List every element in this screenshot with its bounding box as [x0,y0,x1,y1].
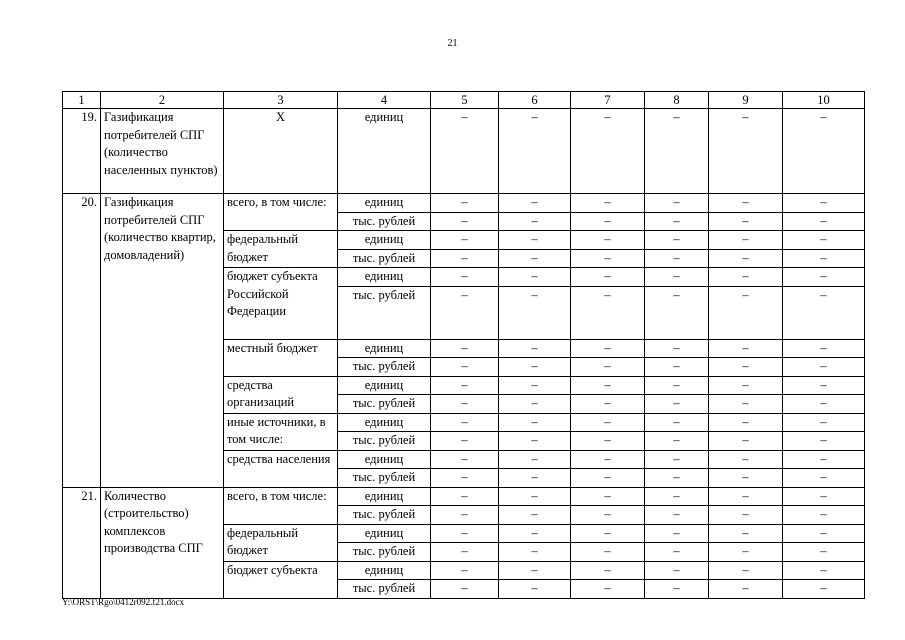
value-cell: – [709,286,783,339]
header-cell: 5 [431,92,499,109]
value-cell: – [709,376,783,395]
header-cell: 6 [499,92,571,109]
value-cell: – [431,358,499,377]
table-row [63,487,865,506]
value-cell: – [431,580,499,599]
value-cell: – [783,580,865,599]
value-cell: – [571,561,645,580]
value-cell: – [783,376,865,395]
value-cell: – [431,212,499,231]
value-cell: – [499,543,571,562]
unit-cell: тыс. рублей [338,286,431,339]
value-cell: – [709,543,783,562]
value-cell: – [499,487,571,506]
value-cell: – [783,524,865,543]
header-cell: 1 [63,92,101,109]
value-cell: – [783,109,865,194]
value-cell: – [783,358,865,377]
value-cell: – [783,469,865,488]
value-cell: – [709,432,783,451]
value-cell: – [499,339,571,358]
value-cell: – [431,286,499,339]
funding-source: всего, в том числе: [224,487,338,524]
value-cell: – [571,395,645,414]
value-cell: – [571,194,645,213]
value-cell: – [499,580,571,599]
indicators-table [62,91,865,599]
unit-cell: единиц [338,413,431,432]
value-cell: – [499,561,571,580]
value-cell: – [499,413,571,432]
value-cell: – [783,432,865,451]
value-cell: – [645,450,709,469]
row-number: 21. [63,487,101,598]
value-cell: – [499,249,571,268]
indicator-name: Газификация потребителей СПГ (количество населенных пунктов) [101,109,224,194]
value-cell: – [499,450,571,469]
value-cell: – [783,450,865,469]
value-cell: – [499,231,571,250]
value-cell: – [783,249,865,268]
unit-cell: тыс. рублей [338,506,431,525]
value-cell: – [645,376,709,395]
funding-source: бюджет субъекта [224,561,338,598]
value-cell: – [499,376,571,395]
page-number: 21 [447,38,458,49]
header-cell: 9 [709,92,783,109]
header-row [63,92,865,109]
header-cell: 7 [571,92,645,109]
value-cell: – [783,506,865,525]
value-cell: – [571,231,645,250]
value-cell: – [571,268,645,287]
value-cell: – [709,212,783,231]
value-cell: – [571,413,645,432]
value-cell: – [709,109,783,194]
value-cell: – [645,249,709,268]
unit-cell: единиц [338,194,431,213]
value-cell: – [431,450,499,469]
value-cell: – [499,469,571,488]
value-cell: – [571,450,645,469]
value-cell: – [645,432,709,451]
funding-source: средства организаций [224,376,338,413]
unit-cell: единиц [338,339,431,358]
value-cell: – [709,487,783,506]
value-cell: – [571,358,645,377]
value-cell: – [709,268,783,287]
unit-cell: тыс. рублей [338,212,431,231]
value-cell: – [499,432,571,451]
row-number: 20. [63,194,101,488]
indicator-name: Количество (строительство) комплексов производства СПГ [101,487,224,598]
value-cell: – [709,194,783,213]
value-cell: – [709,469,783,488]
header-cell: 8 [645,92,709,109]
value-cell: – [431,395,499,414]
unit-cell: единиц [338,231,431,250]
unit-cell: тыс. рублей [338,543,431,562]
value-cell: – [645,194,709,213]
table-row [63,194,865,213]
header-cell: 4 [338,92,431,109]
value-cell: – [499,524,571,543]
funding-source: федеральный бюджет [224,231,338,268]
value-cell: – [645,109,709,194]
value-cell: – [709,506,783,525]
unit-cell: тыс. рублей [338,432,431,451]
unit-cell: тыс. рублей [338,580,431,599]
value-cell: – [571,506,645,525]
value-cell: – [709,231,783,250]
value-cell: – [499,286,571,339]
value-cell: – [645,212,709,231]
unit-cell: единиц [338,524,431,543]
value-cell: – [783,212,865,231]
value-cell: – [431,268,499,287]
value-cell: – [645,469,709,488]
value-cell: – [431,524,499,543]
value-cell: – [431,561,499,580]
value-cell: – [709,580,783,599]
value-cell: – [431,432,499,451]
value-cell: – [709,524,783,543]
value-cell: – [571,469,645,488]
value-cell: – [783,268,865,287]
unit-cell: тыс. рублей [338,358,431,377]
header-cell: 3 [224,92,338,109]
value-cell: – [431,506,499,525]
value-cell: – [571,109,645,194]
value-cell: – [645,395,709,414]
value-cell: – [499,109,571,194]
value-cell: – [645,231,709,250]
value-cell: – [571,432,645,451]
value-cell: – [709,339,783,358]
value-cell: – [499,268,571,287]
indicator-name: Газификация потребителей СПГ (количество квартир, домовладений) [101,194,224,488]
unit-cell: единиц [338,450,431,469]
value-cell: – [645,339,709,358]
value-cell: – [783,561,865,580]
value-cell: – [499,358,571,377]
value-cell: – [645,543,709,562]
unit-cell: единиц [338,561,431,580]
unit-cell: единиц [338,376,431,395]
value-cell: – [783,395,865,414]
value-cell: – [783,286,865,339]
value-cell: – [709,450,783,469]
value-cell: – [783,231,865,250]
value-cell: – [571,249,645,268]
value-cell: – [783,194,865,213]
unit-cell: тыс. рублей [338,469,431,488]
funding-source: бюджет субъекта Российской Федерации [224,268,338,340]
value-cell: – [645,506,709,525]
value-cell: – [499,395,571,414]
value-cell: – [709,358,783,377]
value-cell: – [645,358,709,377]
unit-cell: тыс. рублей [338,395,431,414]
value-cell: – [645,524,709,543]
value-cell: – [431,469,499,488]
funding-source: всего, в том числе: [224,194,338,231]
value-cell: – [431,543,499,562]
value-cell: – [645,268,709,287]
value-cell: – [571,524,645,543]
value-cell: – [645,286,709,339]
unit-cell: единиц [338,109,431,194]
value-cell: – [431,413,499,432]
value-cell: – [645,561,709,580]
value-cell: – [709,249,783,268]
unit-cell: единиц [338,268,431,287]
value-cell: – [571,487,645,506]
value-cell: – [645,580,709,599]
value-cell: – [709,395,783,414]
value-cell: – [431,376,499,395]
value-cell: – [783,413,865,432]
value-cell: – [431,339,499,358]
value-cell: – [645,487,709,506]
value-cell: – [709,561,783,580]
table-row [63,109,865,194]
value-cell: – [783,543,865,562]
value-cell: – [431,487,499,506]
value-cell: – [571,543,645,562]
value-cell: – [571,580,645,599]
header-cell: 10 [783,92,865,109]
unit-cell: единиц [338,487,431,506]
value-cell: – [431,109,499,194]
funding-source: местный бюджет [224,339,338,376]
value-cell: – [783,339,865,358]
footer-file-path: Y:\ORST\Rgo\0412r092.f21.docx [62,597,185,607]
funding-source: иные источники, в том числе: [224,413,338,450]
value-cell: – [499,212,571,231]
value-cell: – [709,413,783,432]
value-cell: – [499,194,571,213]
value-cell: – [499,506,571,525]
value-cell: – [645,413,709,432]
value-cell: – [431,194,499,213]
value-cell: – [783,487,865,506]
unit-cell: тыс. рублей [338,249,431,268]
value-cell: – [571,339,645,358]
funding-source: средства населения [224,450,338,487]
value-cell: – [431,249,499,268]
header-cell: 2 [101,92,224,109]
value-cell: – [431,231,499,250]
value-cell: – [571,376,645,395]
value-cell: – [571,212,645,231]
value-cell: – [571,286,645,339]
row-number: 19. [63,109,101,194]
funding-source: федеральный бюджет [224,524,338,561]
funding-source: Х [224,109,338,194]
